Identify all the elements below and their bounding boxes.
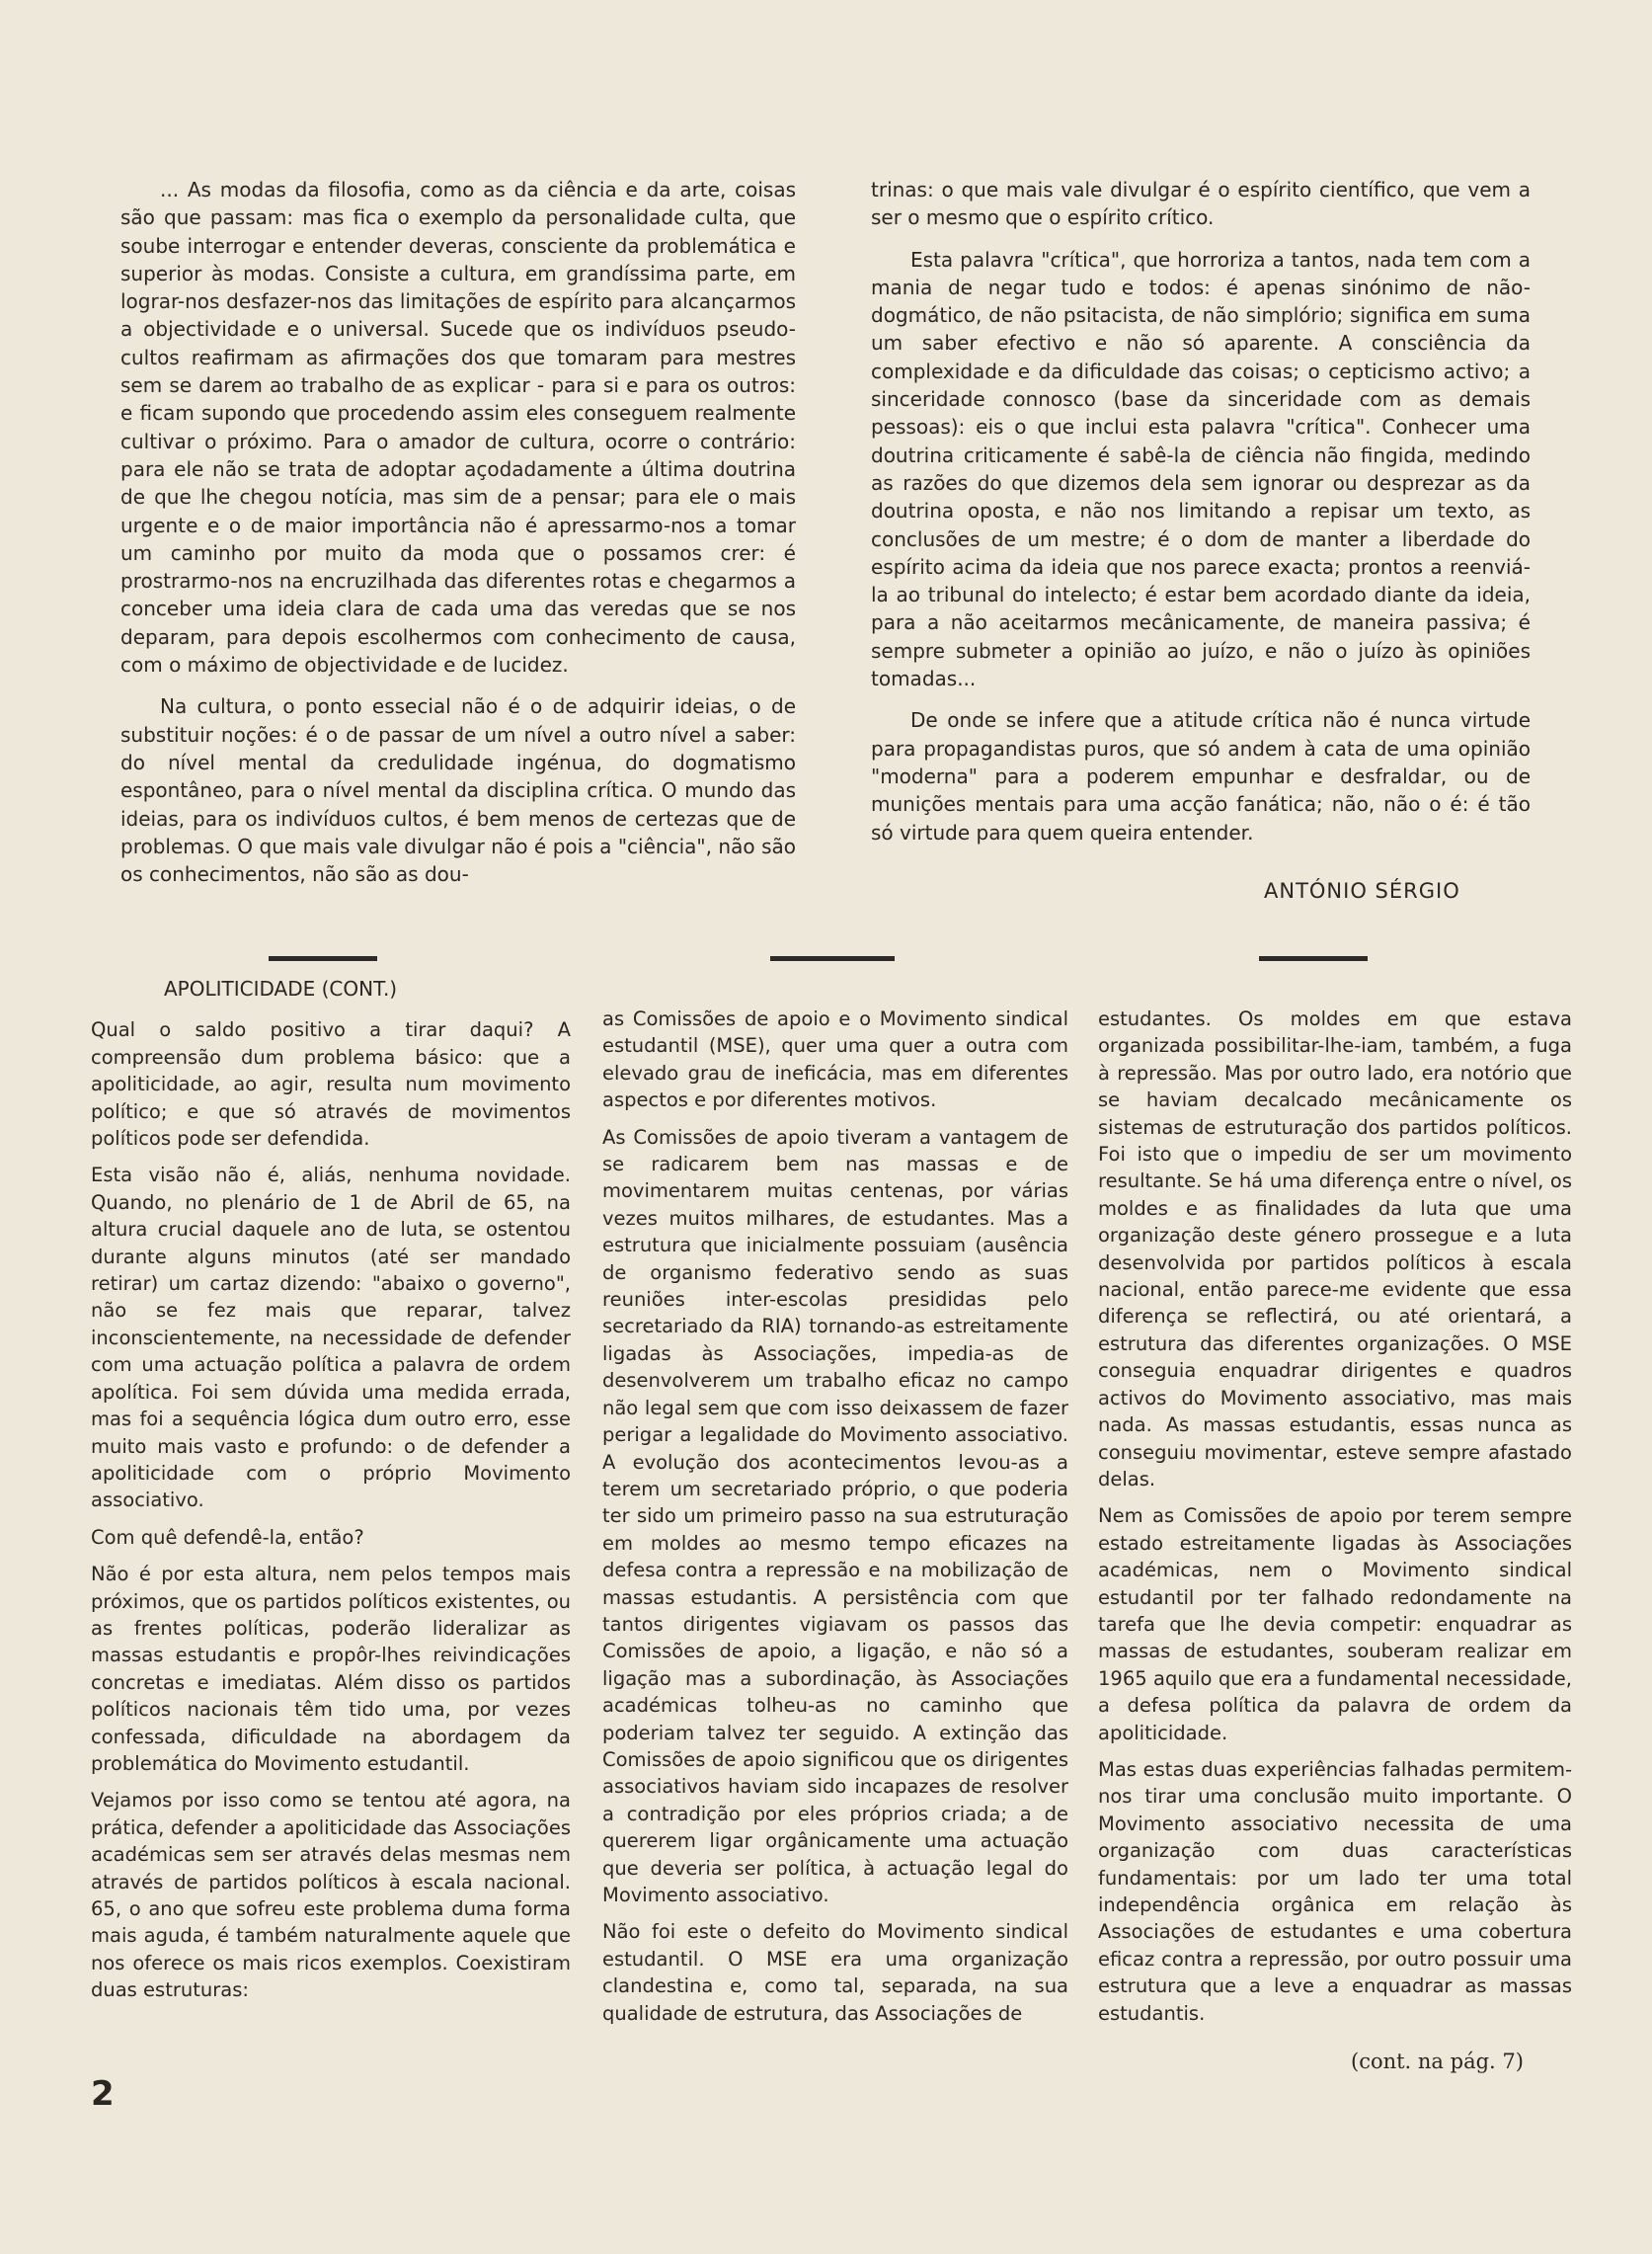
section-divider	[269, 956, 377, 961]
article-paragraph: as Comissões de apoio e o Movimento sindical estudantil (MSE), quer uma quer a outra com elevado grau de ineficácia, mas em diferentes aspectos e por diferentes motivos.	[602, 1007, 1068, 1112]
article-paragraph: Esta visão não é, aliás, nenhuma novidade. Quando, no plenário de 1 de Abril de 65, na altura crucial daquele ano de luta, se ostentou durante alguns minutos (até ser mandado retirar) um cartaz dizendo: "abaixo o governo", não se fez mais que reparar, talvez inconscientemente, na necessidade de defender com uma actuação política a palavra de ordem apolítica. Foi sem dúvida uma medida errada, mas foi a sequência lógica dum outro erro, esse muito mais vasto e profundo: o de defender a apoliticidade com o próprio Movimento associativo.	[91, 1164, 571, 1512]
article-paragraph: Com quê defendê-la, então?	[91, 1525, 364, 1549]
article-paragraph: estudantes. Os moldes em que estava organizada possibilitar-lhe-iam, também, a fuga à repressão. Mas por outro lado, era notório que se haviam decalcado mecânicamente os sistemas de estruturação dos partidos políticos. Foi isto que o impediu de ser um movimento resultante. Se há uma diferença entre o nível, os moldes e as finalidades da luta que uma organização deste género prossegue e a luta desenvolvida por partidos políticos à escala nacional, então parece-me evidente que essa diferença se reflectirá, ou até orientará, a estrutura das diferentes organizações. O MSE conseguia enquadrar dirigentes e quadros activos do Movimento associativo, mas mais nada. As massas estudantis, essas nunca as conseguiu movimentar, esteve sempre afastado delas.	[1098, 1007, 1572, 1490]
article-paragraph: Qual o saldo positivo a tirar daqui? A compreensão dum problema básico: que a apoliticidade, ao agir, resulta num movimento político; e que só através de movimentos políticos pode ser defendida.	[91, 1018, 571, 1151]
article-paragraph: Vejamos por isso como se tentou até agora, na prática, defender a apoliticidade das Associações académicas sem ser através delas mesmas nem através de partidos políticos à escala nacional. 65, o ano que sofreu este problema duma forma mais aguda, é também naturalmente aquele que nos oferece os mais ricos exemplos. Coexistiram duas estruturas:	[91, 1789, 571, 2002]
essay-paragraph: De onde se infere que a atitude crítica não é nunca virtude para propagandistas puros, que só andem à cata de uma opinião "moderna" para a poderem empunhar e desfraldar, ou de munições mentais para uma acção fanática; não, não o é: é tão só virtude para quem queira entender.	[871, 708, 1531, 845]
essay-column-left	[120, 176, 796, 888]
essay-paragraph: ... As modas da filosofia, como as da ciência e da arte, coisas são que passam: mas fica o exemplo da personalidade culta, que soube interrogar e entender deveras, consciente da problemática e superior às modas. Consiste a cultura, em grandíssima parte, em lograr-nos desfazer-nos das limitações de espírito para alcançarmos a objectividade e o universal. Sucede que os indivíduos pseudo-cultos reafirmam as afirmações dos que tomaram para mestres sem se darem ao trabalho de as explicar - para si e para os outros: e ficam supondo que procedendo assim eles conseguem realmente cultivar o próximo. Para o amador de cultura, ocorre o contrário: para ele não se trata de adoptar açodadamente a última doutrina de que lhe chegou notícia, mas sim de a pensar; para ele o mais urgente e o de maior importância não é apressarmo-nos a tomar um caminho por muito da moda que o possamos crer: é prostrarmo-nos na encruzilhada das diferentes rotas e chegarmos a conceber uma ideia clara de cada uma das veredas que se nos deparam, para depois escolhermos com conhecimento de causa, com o máximo de objectividade e de lucidez.	[120, 178, 796, 678]
essay-paragraph: trinas: o que mais vale divulgar é o espírito científico, que vem a ser o mesmo que o espírito crítico.	[871, 178, 1531, 230]
page-number: 2	[91, 2074, 115, 2114]
article-paragraph: Não foi este o defeito do Movimento sindical estudantil. O MSE era uma organização clandestina e, como tal, separada, na sua qualidade de estrutura, das Associações de	[602, 1920, 1068, 2025]
essay-paragraph: Na cultura, o ponto essecial não é o de adquirir ideias, o de substituir noções: é o de passar de um nível a outro nível a saber: do nível mental da credulidade ingénua, do dogmatismo espontâneo, para o nível mental da disciplina crítica. O mundo das ideias, para os indivíduos cultos, é bem menos de certezas que de problemas. O que mais vale divulgar não é pois a "ciência", não são os conhecimentos, não são as dou-	[120, 694, 796, 887]
article-paragraph: Nem as Comissões de apoio por terem sempre estado estreitamente ligadas às Associações académicas, nem o Movimento sindical estudantil por ter falhado redondamente na tarefa que lhe devia competir: enquadrar as massas de estudantes, souberam realizar em 1965 aquilo que era a fundamental necessidade, a defesa política da palavra de ordem da apoliticidade.	[1098, 1504, 1572, 1744]
article-paragraph: As Comissões de apoio tiveram a vantagem de se radicarem bem nas massas e de movimentarem muitas centenas, por várias vezes muitos milhares, de estudantes. Mas a estrutura que inicialmente possuiam (ausência de organismo federativo sendo as suas reuniões inter-escolas presididas pelo secretariado da RIA) tornando-as estreitamente ligadas às Associações, impedia-as de desenvolverem um trabalho eficaz no campo não legal sem que com isso deixassem de fazer perigar a legalidade do Movimento associativo. A evolução dos acontecimentos levou-as a terem um secretariado próprio, o que poderia ter sido um primeiro passo na sua estruturação em moldes ao mesmo tempo eficazes na defesa contra a repressão e na mobilização de massas estudantis. A persistência com que tantos dirigentes vigiavam os passos das Comissões de apoio, a ligação, e não só a ligação mas a subordinação, às Associações académicas tolheu-as no caminho que poderiam talvez ter seguido. A extinção das Comissões de apoio significou que os dirigentes associativos haviam sido incapazes de resolver a contradição por eles próprios criada; a de quererem ligar orgânicamente uma actuação que deveria ser política, à actuação legal do Movimento associativo.	[602, 1125, 1068, 1906]
author-signature: ANTÓNIO SÉRGIO	[1264, 879, 1460, 903]
article-column-2	[602, 1006, 1068, 2027]
article-column-1	[91, 976, 571, 2004]
essay-column-right	[871, 176, 1531, 846]
section-divider	[1259, 956, 1368, 961]
section-divider	[770, 956, 895, 961]
essay-paragraph: Esta palavra "crítica", que horroriza a tantos, nada tem com a mania de negar tudo e todos: é apenas sinónimo de não-dogmático, de não psitacista, de não simplório; significa em suma um saber efectivo e não só aparente. A consciência da complexidade e da dificuldade das coisas; o cepticismo activo; a sinceridade connosco (base da sinceridade com as demais pessoas): eis o que inclui esta palavra "crítica". Conhecer uma doutrina criticamente é sabê-la de ciência não fingida, medindo as razões do que dizemos dela sem ignorar ou desprezar as da doutrina oposta, e não nos limitando a repisar um texto, as conclusões de um mestre; é o dom de manter a liberdade do espírito acima da ideia que nos parece exacta; prontos a reenviá-la ao tribunal do intelecto; é estar bem acordado diante da ideia, para a não aceitarmos mecânicamente, de maneira passiva; é sempre submeter a opinião ao juízo, e não o juízo às opiniões tomadas...	[871, 247, 1531, 691]
article-heading: APOLITICIDADE (CONT.)	[164, 977, 398, 1001]
continuation-note: (cont. na pág. 7)	[1351, 2050, 1524, 2073]
article-paragraph: Não é por esta altura, nem pelos tempos mais próximos, que os partidos políticos existentes, ou as frentes políticas, poderão lideralizar as massas estudantis e propôr-lhes reivindicações concretas e imediatas. Além disso os partidos políticos nacionais têm tido uma, por vezes confessada, dificuldade na abordagem da problemática do Movimento estudantil.	[91, 1563, 571, 1775]
article-paragraph: Mas estas duas experiências falhadas permitem-nos tirar uma conclusão muito importante. O Movimento associativo necessita de uma organização com duas características fundamentais: por um lado ter uma total independência orgânica em relação às Associações de estudantes e uma cobertura eficaz contra a repressão, por outro possuir uma estrutura que a leve a enquadrar as massas estudantis.	[1098, 1757, 1572, 2025]
article-column-3	[1098, 1006, 1572, 2027]
